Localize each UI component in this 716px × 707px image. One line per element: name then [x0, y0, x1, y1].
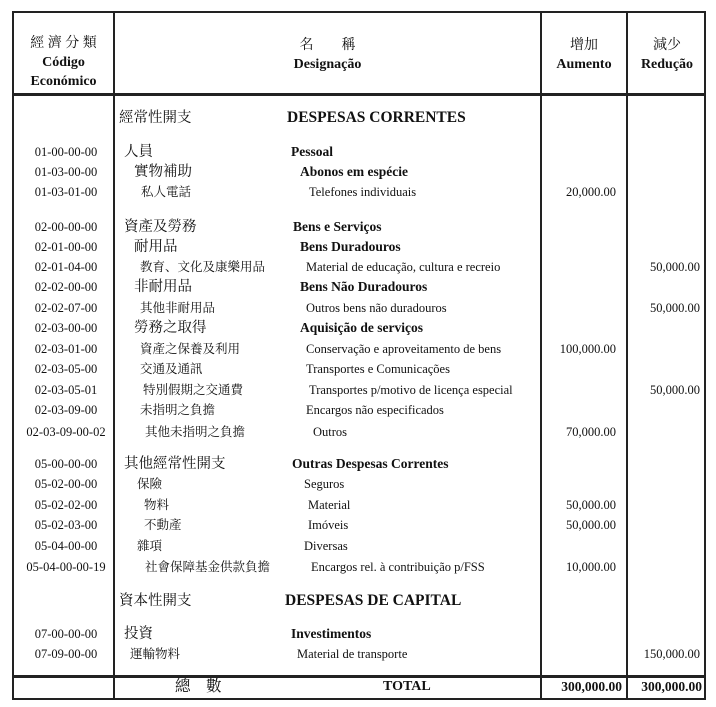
row-increase: 100,000.00: [559, 342, 616, 356]
row-name-zh: 教育、文化及康樂用品: [140, 260, 266, 274]
row-increase: 70,000.00: [566, 425, 616, 439]
row-name-pt: Material: [308, 498, 351, 512]
row-code: 02-03-09-00-02: [26, 425, 106, 439]
row-code: 02-01-00-00: [34, 240, 98, 254]
row-name-pt: Bens Duradouros: [300, 239, 401, 254]
header-decrease-zh: 減少: [653, 38, 681, 53]
row-name-pt: Telefones individuais: [309, 185, 417, 199]
row-decrease: 150,000.00: [643, 647, 700, 661]
row-name-pt: Pessoal: [291, 144, 333, 159]
row-name-zh: 不動產: [144, 518, 182, 532]
row-name-zh: 資本性開支: [119, 593, 192, 609]
row-name-zh: 實物補助: [134, 164, 192, 180]
row-name-zh: 未指明之負擔: [140, 403, 216, 417]
row-name-pt: Transportes e Comunicações: [306, 362, 450, 376]
row-name-zh: 特別假期之交通費: [143, 383, 244, 397]
row-code: 02-03-09-00: [34, 403, 98, 417]
row-code: 01-03-01-00: [34, 185, 98, 199]
row-code: 05-02-03-00: [34, 518, 98, 532]
total-label-pt: TOTAL: [383, 679, 431, 694]
row-increase: 10,000.00: [566, 560, 616, 574]
row-name-pt: Outros bens não duradouros: [306, 301, 447, 315]
row-code: 02-02-00-00: [34, 280, 98, 294]
row-name-zh: 非耐用品: [134, 279, 192, 295]
row-name-zh: 資產之保養及利用: [140, 342, 241, 356]
row-name-zh: 保險: [137, 477, 163, 491]
row-code: 02-03-05-00: [34, 362, 98, 376]
row-name-zh: 投資: [124, 626, 153, 642]
header-code: [14, 34, 113, 91]
row-code: 05-02-00-00: [34, 477, 98, 491]
row-decrease: 50,000.00: [650, 383, 700, 397]
row-code: 05-04-00-00: [34, 539, 98, 553]
row-name-pt: Aquisição de serviços: [300, 320, 423, 335]
header-increase: [542, 36, 626, 74]
header-code-pt: Código Económico: [30, 55, 97, 89]
header-name-pt: Designação: [293, 57, 362, 72]
row-name-pt: Transportes p/motivo de licença especial: [309, 383, 513, 397]
row-code: 02-03-00-00: [34, 321, 98, 335]
row-name-pt: Seguros: [304, 477, 345, 491]
row-name-pt: DESPESAS DE CAPITAL: [285, 592, 462, 609]
total-divider: [12, 675, 706, 678]
row-name-pt: Material de transporte: [297, 647, 408, 661]
row-name-zh: 交通及通訊: [140, 362, 203, 376]
row-increase: 50,000.00: [566, 498, 616, 512]
row-name-zh: 人員: [124, 144, 153, 160]
row-name-pt: Bens Não Duradouros: [300, 279, 428, 294]
row-name-zh: 雜項: [137, 539, 163, 553]
row-code: 02-01-04-00: [34, 260, 98, 274]
row-code: 05-04-00-00-19: [26, 560, 106, 574]
row-decrease: 50,000.00: [650, 260, 700, 274]
row-increase: 20,000.00: [566, 185, 616, 199]
row-name-pt: Abonos em espécie: [300, 164, 408, 179]
total-label-zh: 總 數: [175, 678, 222, 695]
header-decrease-pt: Redução: [640, 57, 694, 72]
header-name-zh: 名 稱: [299, 38, 356, 53]
row-code: 01-03-00-00: [34, 165, 98, 179]
row-name-pt: Diversas: [304, 539, 348, 553]
row-name-pt: Material de educação, cultura e recreio: [306, 260, 501, 274]
row-code: 05-00-00-00: [34, 457, 98, 471]
row-name-pt: Conservação e aproveitamento de bens: [306, 342, 502, 356]
row-code: 07-09-00-00: [34, 647, 98, 661]
row-name-zh: 資產及勞務: [124, 219, 197, 235]
header-divider: [12, 93, 706, 96]
row-code: 02-00-00-00: [34, 220, 98, 234]
row-code: 02-02-07-00: [34, 301, 98, 315]
row-name-zh: 社會保障基金供款負擔: [145, 560, 271, 574]
row-code: 07-00-00-00: [34, 627, 98, 641]
row-name-pt: Imóveis: [308, 518, 349, 532]
row-code: 05-02-02-00: [34, 498, 98, 512]
header-increase-pt: Aumento: [556, 57, 612, 72]
row-name-pt: Investimentos: [291, 626, 372, 641]
row-name-zh: 私人電話: [141, 185, 192, 199]
header-name: [115, 36, 540, 74]
row-name-pt: Outros: [313, 425, 348, 439]
row-name-pt: Encargos não especificados: [306, 403, 444, 417]
row-decrease: 50,000.00: [650, 301, 700, 315]
row-name-pt: Encargos rel. à contribuição p/FSS: [311, 560, 485, 574]
row-name-zh: 運輸物料: [130, 647, 181, 661]
total-increase: 300,000.00: [561, 679, 622, 694]
row-name-zh: 耐用品: [134, 239, 178, 255]
row-code: 01-00-00-00: [34, 145, 98, 159]
row-name-pt: Bens e Serviços: [293, 219, 382, 234]
row-name-zh: 經常性開支: [119, 110, 192, 126]
row-name-zh: 其他經常性開支: [124, 456, 226, 472]
header-increase-zh: 增加: [570, 38, 598, 53]
row-name-zh: 物料: [144, 498, 170, 512]
total-decrease: 300,000.00: [641, 679, 702, 694]
row-name-pt: DESPESAS CORRENTES: [287, 109, 466, 126]
row-name-zh: 其他非耐用品: [140, 301, 216, 315]
column-divider: [626, 11, 628, 700]
header-decrease: [628, 36, 706, 74]
row-increase: 50,000.00: [566, 518, 616, 532]
row-name-zh: 其他未指明之負擔: [145, 425, 246, 439]
row-name-zh: 勞務之取得: [134, 320, 207, 336]
row-code: 02-03-01-00: [34, 342, 98, 356]
header-code-zh: 經 濟 分 類: [30, 36, 97, 51]
row-name-pt: Outras Despesas Correntes: [292, 456, 449, 471]
row-code: 02-03-05-01: [34, 383, 98, 397]
